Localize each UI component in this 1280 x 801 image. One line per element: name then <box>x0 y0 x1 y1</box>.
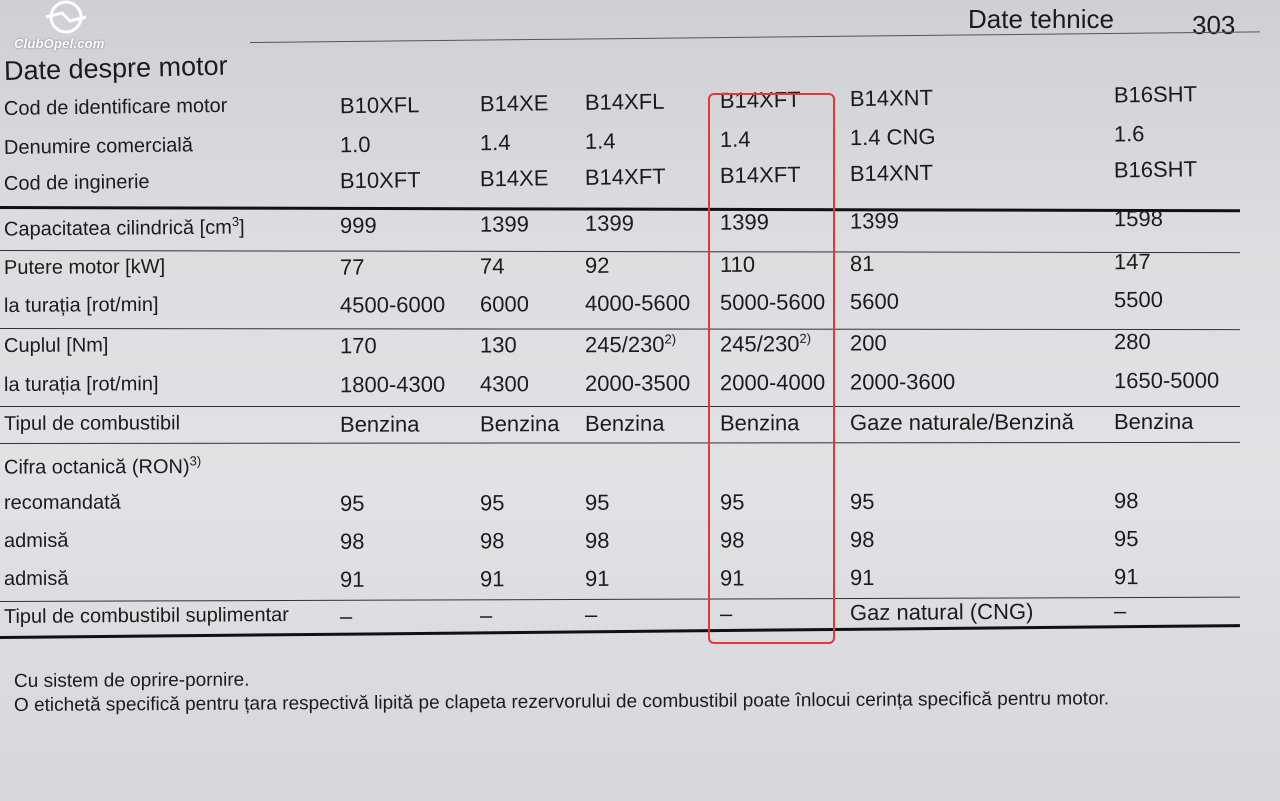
table-cell: – <box>584 601 598 627</box>
table-cell: 91 <box>479 566 505 592</box>
table-cell: 95 <box>719 489 745 515</box>
table-cell: B14XE <box>479 165 549 192</box>
table-cell: B16SHT <box>1113 81 1198 108</box>
row-label: recomandată <box>3 491 121 514</box>
table-cell: 1.0 <box>339 131 371 158</box>
table-cell: 1399 <box>584 210 635 236</box>
table-row <box>0 248 1280 287</box>
table-cell: Benzina <box>479 411 560 437</box>
row-label: Cifra octanică (RON)$^{3)}$ <box>3 453 202 479</box>
table-cell: 999 <box>339 212 377 239</box>
table-cell: 4300 <box>479 371 529 397</box>
table-row <box>0 328 1280 365</box>
table-cell: 77 <box>339 254 365 280</box>
running-head: Date tehnice <box>968 4 1114 34</box>
table-cell: B16SHT <box>1113 156 1198 183</box>
table-cell: 74 <box>479 253 505 279</box>
table-row <box>0 286 1280 325</box>
table-cell: B14XFT <box>584 163 666 190</box>
row-label: Tipul de combustibil <box>3 412 181 435</box>
table-cell: B14XFT <box>719 161 801 188</box>
table-cell: 1399 <box>849 208 900 234</box>
highlight-b14xft-column <box>708 93 835 644</box>
section-title: Date despre motor <box>3 50 228 86</box>
page-number: 303 <box>1192 10 1236 40</box>
table-cell: 1598 <box>1113 205 1163 232</box>
table-cell: – <box>1113 598 1127 624</box>
row-label: Cuplul [Nm] <box>3 334 109 357</box>
row-label: la turația [rot/min] <box>3 293 159 317</box>
table-cell: 98 <box>339 528 365 554</box>
table-cell: Benzina <box>1113 408 1194 435</box>
row-label: Cod de inginerie <box>3 170 150 195</box>
table-row <box>0 564 1280 598</box>
table-cell: 95 <box>849 488 875 515</box>
table-cell: 81 <box>849 250 875 277</box>
table-cell: 91 <box>1113 564 1139 590</box>
row-label: admisă <box>3 529 69 552</box>
row-label: Cod de identificare motor <box>3 94 228 120</box>
row-label: la turația [rot/min] <box>3 373 159 396</box>
table-row <box>0 488 1280 522</box>
table-cell: 91 <box>584 565 610 591</box>
table-cell: 98 <box>479 528 505 554</box>
table-cell: 2000-4000 <box>719 369 826 396</box>
table-cell: 1.6 <box>1113 121 1145 147</box>
table-cell: 5000-5600 <box>719 289 826 315</box>
table-cell: 98 <box>1113 488 1139 514</box>
table-cell: 200 <box>849 330 887 356</box>
table-cell: – <box>719 600 733 626</box>
table-cell: 91 <box>849 564 875 591</box>
table-cell: 1.4 CNG <box>849 123 936 151</box>
table-cell: B14XFT <box>719 86 801 113</box>
table-cell: 2000-3500 <box>584 370 691 396</box>
table-cell: Benzina <box>719 410 800 436</box>
table-cell: 2000-3600 <box>849 368 956 395</box>
table-cell: Gaz natural (CNG) <box>849 598 1034 626</box>
footnote-1: Cu sistem de oprire-pornire. <box>13 669 250 692</box>
table-cell: 4000-5600 <box>584 290 691 316</box>
table-cell: 1399 <box>479 211 530 237</box>
table-cell: 147 <box>1113 248 1151 275</box>
row-label: Putere motor [kW] <box>3 255 166 279</box>
table-cell: B14XNT <box>849 159 934 187</box>
table-divider <box>0 406 1240 407</box>
table-cell: 1.4 <box>584 128 616 154</box>
table-cell: B14XFL <box>584 88 665 115</box>
table-row <box>0 450 1280 484</box>
opel-emblem-icon <box>44 0 88 34</box>
table-row <box>0 526 1280 560</box>
table-cell: B14XNT <box>849 84 934 112</box>
table-row <box>0 367 1280 404</box>
table-cell: Gaze naturale/Benzină <box>849 409 1074 436</box>
footnotes <box>14 670 1109 718</box>
table-row <box>0 409 1280 443</box>
table-cell: B10XFT <box>339 167 421 194</box>
table-cell: 1399 <box>719 209 770 235</box>
table-cell: 4500-6000 <box>339 291 446 318</box>
table-cell: Benzina <box>584 410 665 436</box>
table-cell: 95 <box>1113 526 1139 552</box>
table-cell: 98 <box>584 527 610 553</box>
table-cell: 5500 <box>1113 286 1163 313</box>
table-cell: 130 <box>479 332 517 358</box>
table-cell: – <box>479 602 493 628</box>
table-cell: 245/230$^{2)}$ <box>584 331 677 358</box>
table-cell: 6000 <box>479 291 530 317</box>
row-label: Denumire comercială <box>3 134 194 159</box>
table-cell: 91 <box>339 566 365 592</box>
table-cell: 1800-4300 <box>339 371 446 398</box>
table-cell: 95 <box>479 490 505 516</box>
table-cell: 1650-5000 <box>1113 367 1220 394</box>
table-cell: B14XE <box>479 90 549 117</box>
logo-text: ClubOpel.com <box>14 36 105 51</box>
clubopel-logo <box>14 0 124 56</box>
table-cell: 1.4 <box>479 129 511 156</box>
table-cell: 98 <box>719 527 745 553</box>
table-cell: 95 <box>339 490 365 516</box>
row-label: Tipul de combustibil suplimentar <box>3 603 289 628</box>
table-cell: 91 <box>719 565 745 591</box>
table-cell: 98 <box>849 526 875 553</box>
table-cell: Benzina <box>339 411 420 437</box>
table-cell: 95 <box>584 489 610 515</box>
table-cell: 92 <box>584 252 610 278</box>
table-cell: 1.4 <box>719 126 751 152</box>
table-cell: 245/230$^{2)}$ <box>719 330 812 357</box>
footnote-2: O etichetă specifică pentru țara respectivă lipită pe clapeta rezervorului de combustibil poate înlocui cerința specifică pentru motor. <box>13 688 1110 716</box>
table-cell: B10XFL <box>339 92 420 119</box>
row-label: admisă <box>3 567 69 590</box>
table-cell: – <box>339 603 353 629</box>
header-rule <box>250 31 1260 43</box>
table-cell: 5600 <box>849 288 900 315</box>
table-row <box>0 205 1280 246</box>
table-divider <box>0 442 1240 444</box>
row-label: Capacitatea cilindrică $[cm^3]$ <box>3 213 245 241</box>
table-cell: 110 <box>719 251 756 277</box>
table-cell: 170 <box>339 333 377 359</box>
table-cell: 280 <box>1113 328 1151 355</box>
